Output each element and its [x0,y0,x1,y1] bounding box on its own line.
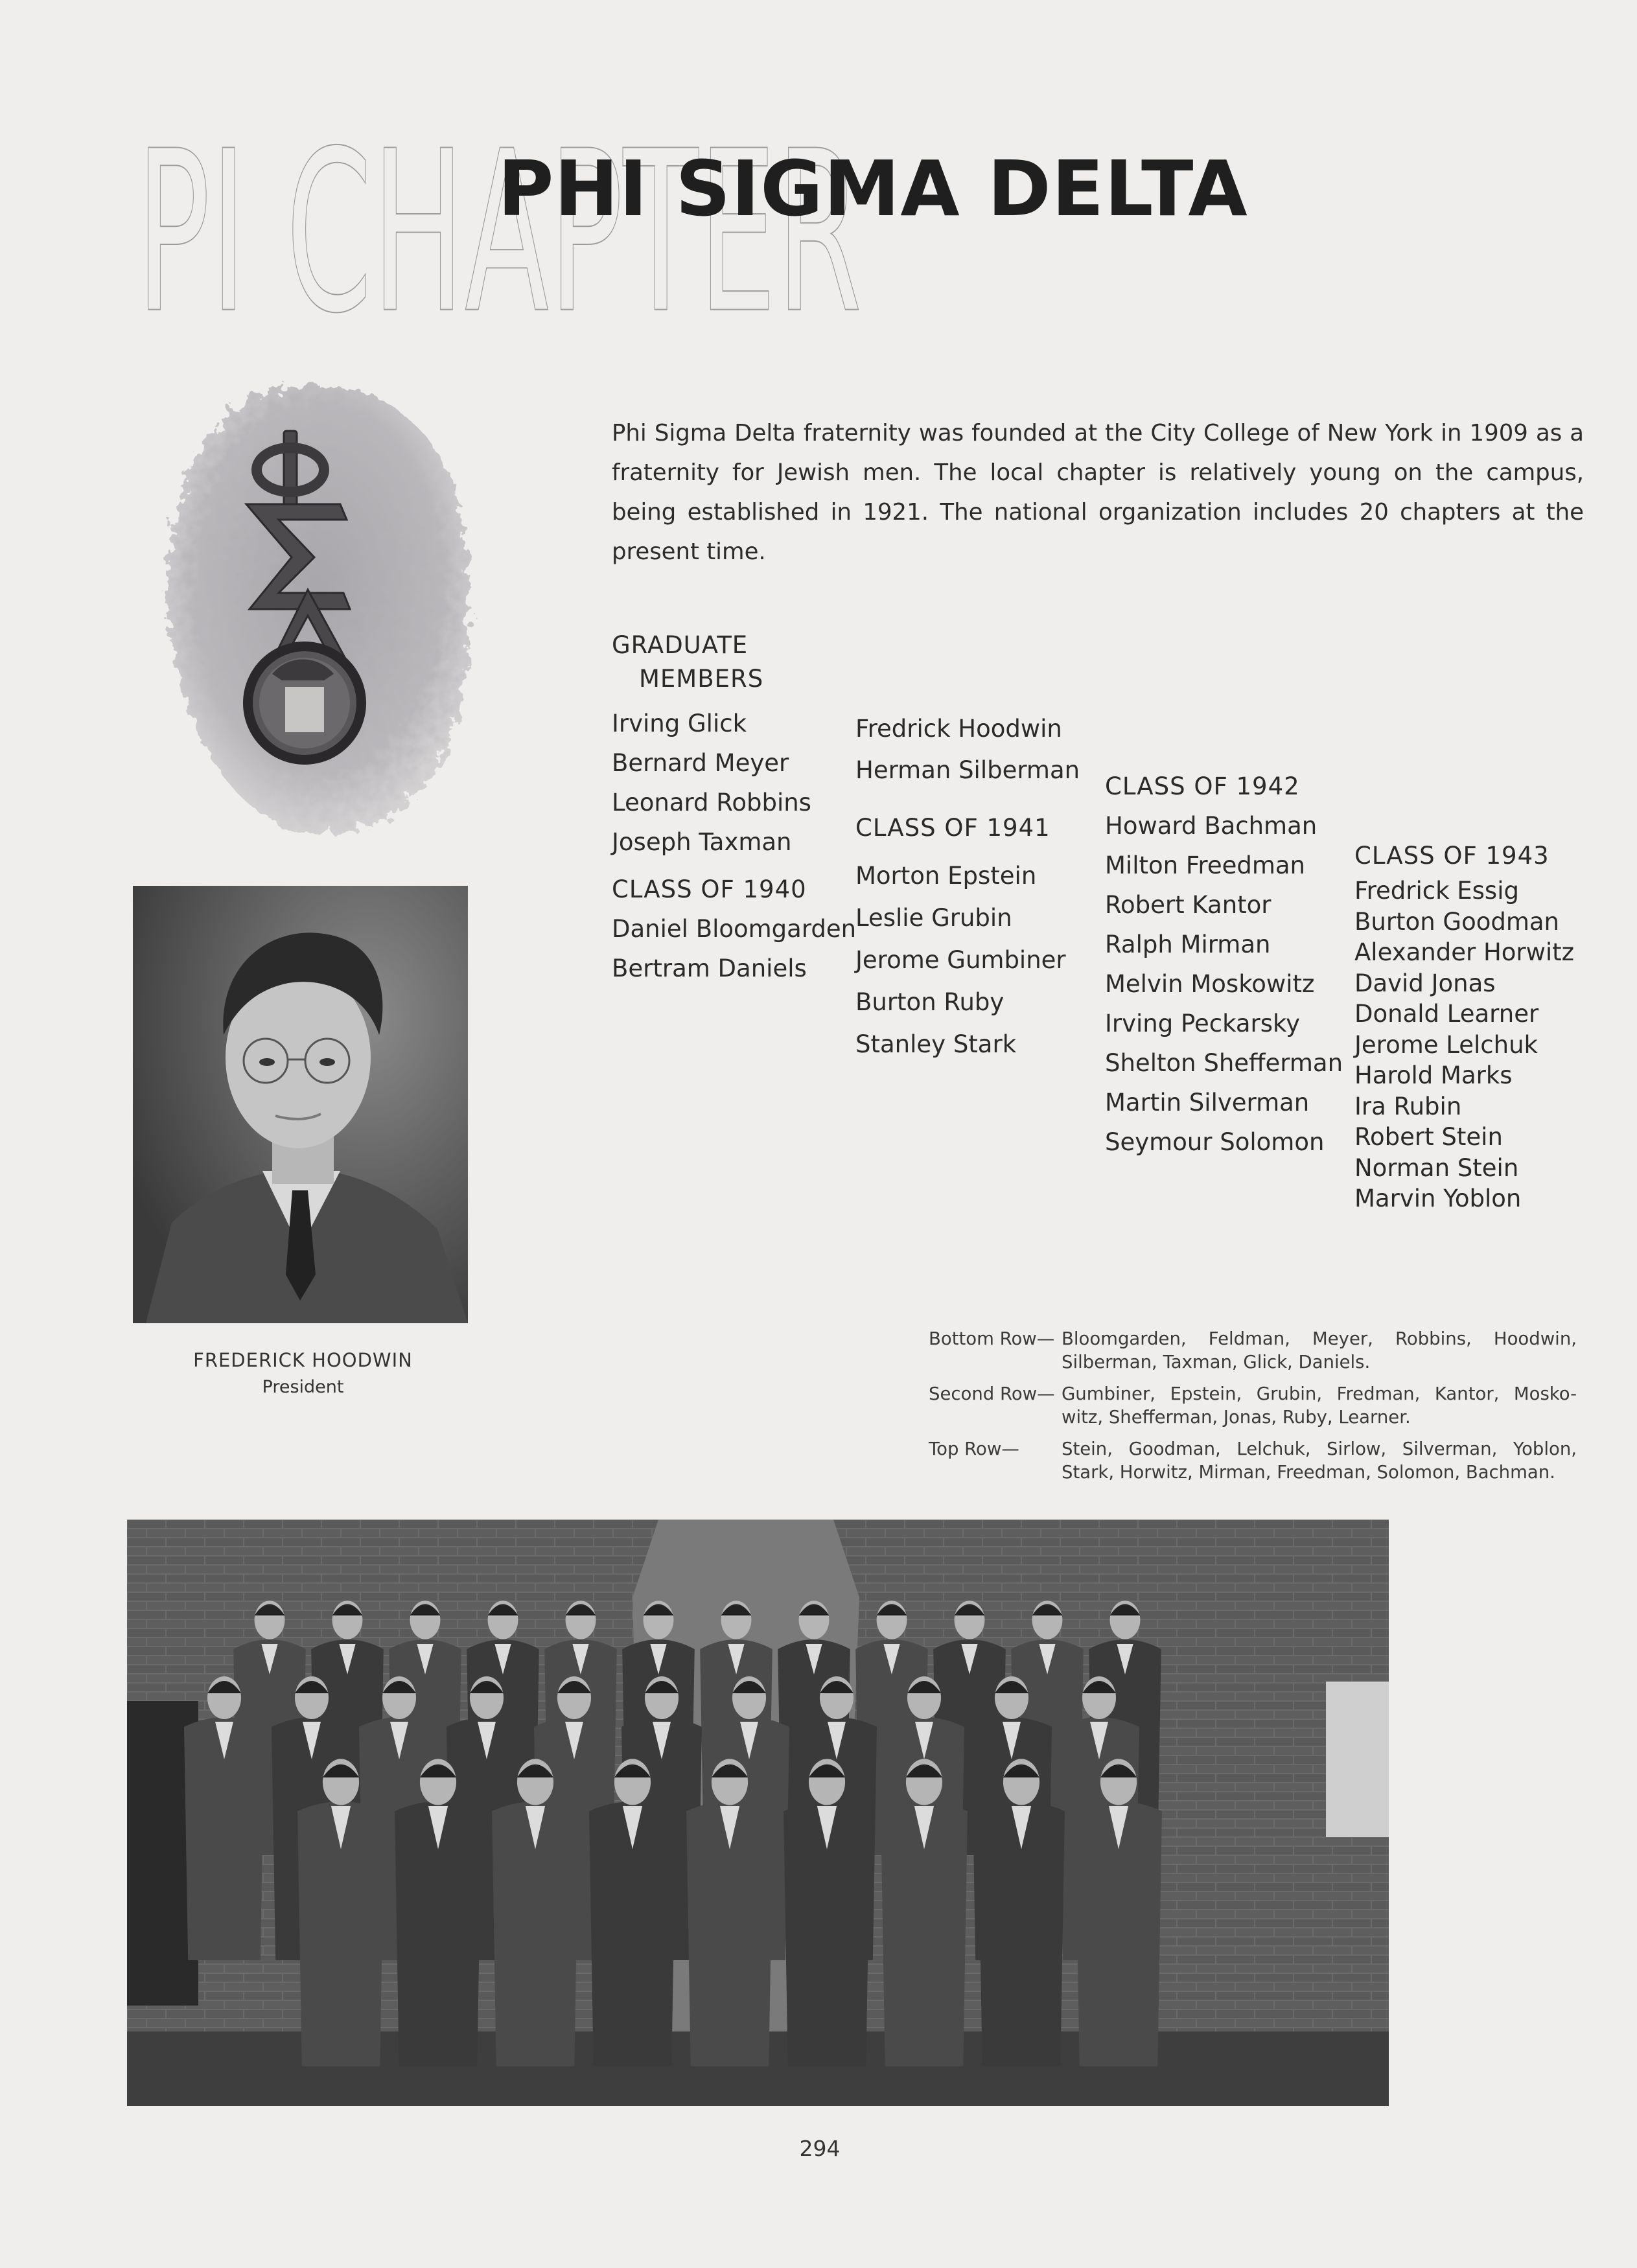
graduate-members-list-2 [855,708,1080,791]
list-item: Burton Goodman [1354,907,1559,936]
caption-bottom-row [929,1327,1577,1374]
class-1941-list [855,855,1080,1065]
list-item: Martin Silverman [1105,1089,1310,1117]
list-item: Robert Kantor [1105,891,1271,919]
list-item: Ralph Mirman [1105,931,1271,958]
list-item: Shelton Shefferman [1105,1049,1343,1077]
class-1943-heading: CLASS OF 1943 [1354,842,1550,870]
intro-paragraph: Phi Sigma Delta fraternity was founded at the City College of New York in 1909 as a fraternity for Jewish men. The local chapter is relatively young on the campus, being established in 1921. The national organization includes 20 chapters at the present time. [612,420,1584,565]
list-item: Burton Ruby [855,988,1004,1016]
list-item: David Jonas [1354,969,1496,997]
list-item: Ira Rubin [1354,1092,1462,1120]
graduate-heading-line2: MEMBERS [639,665,764,693]
caption-line: Silberman, Taxman, Glick, Daniels. [1062,1352,1371,1372]
class-1943-list [1354,875,1574,1214]
page-number: 294 [799,2136,841,2161]
caption-line: Stein, Goodman, Lelchuk, Sirlow, Silverman, Yoblon, [1062,1439,1577,1459]
list-item: Alexander Horwitz [1354,938,1575,966]
class-1943-column [1354,838,1574,1214]
graduate-heading-line1: GRADUATE [612,631,749,659]
class-1940-list [612,909,856,988]
chapter-background-text: PI CHAPTER [136,104,862,318]
list-item: Irving Peckarsky [1105,1010,1301,1037]
list-item: Irving Glick [612,710,747,737]
group-photo-icon [127,1520,1389,2106]
list-item: Joseph Taxman [612,828,792,856]
list-item: Milton Freedman [1105,851,1306,879]
caption-label: Top Row— [929,1439,1019,1459]
caption-top-row [929,1437,1577,1484]
list-item: Morton Epstein [855,862,1037,890]
caption-label: Second Row— [929,1383,1055,1404]
list-item: Donald Learner [1354,1000,1539,1028]
list-item: Bertram Daniels [612,955,807,982]
portrait-title: President [262,1377,344,1397]
group-photo [127,1520,1389,2106]
graduate-and-1941-column [855,708,1080,1065]
fraternity-insignia [149,369,493,849]
fraternity-pin-icon [243,642,366,765]
list-item: Jerome Lelchuk [1354,1030,1538,1059]
graduate-members-list [612,704,856,862]
graduate-members-column [612,629,856,988]
list-item: Seymour Solomon [1105,1128,1325,1156]
list-item: Harold Marks [1354,1061,1513,1089]
list-item: Robert Stein [1354,1123,1503,1151]
caption-second-row [929,1382,1577,1429]
list-item: Bernard Meyer [612,749,789,777]
caption-line: Bloomgarden, Feldman, Meyer, Robbins, Hoodwin, [1062,1328,1577,1349]
list-item: Herman Silberman [855,756,1080,784]
list-item: Leslie Grubin [855,904,1012,932]
portrait-photo-icon [133,886,468,1323]
list-item: Leonard Robbins [612,789,811,816]
list-item: Fredrick Hoodwin [855,715,1062,743]
list-item: Stanley Stark [855,1030,1017,1058]
list-item: Melvin Moskowitz [1105,970,1315,998]
class-1941-heading: CLASS OF 1941 [855,814,1051,842]
caption-line: Gumbiner, Epstein, Grubin, Fredman, Kantor, Mosko- [1062,1383,1577,1404]
portrait-name: FREDERICK HOODWIN [193,1349,413,1371]
class-1942-list [1105,806,1343,1162]
page-title: PHI SIGMA DELTA [498,144,1248,233]
president-portrait [133,886,468,1323]
list-item: Fredrick Essig [1354,877,1519,905]
list-item: Norman Stein [1354,1153,1519,1182]
caption-line: Stark, Horwitz, Mirman, Freedman, Solomon, Bachman. [1062,1462,1555,1483]
caption-line: witz, Shefferman, Jonas, Ruby, Learner. [1062,1407,1411,1428]
class-1942-column [1105,767,1343,1162]
caption-label: Bottom Row— [929,1328,1055,1349]
list-item: Daniel Bloomgarden [612,915,857,943]
list-item: Jerome Gumbiner [855,946,1066,974]
list-item: Howard Bachman [1105,812,1318,840]
class-1942-heading: CLASS OF 1942 [1105,772,1300,800]
list-item: Marvin Yoblon [1354,1185,1522,1212]
class-1940-heading: CLASS OF 1940 [612,875,807,903]
